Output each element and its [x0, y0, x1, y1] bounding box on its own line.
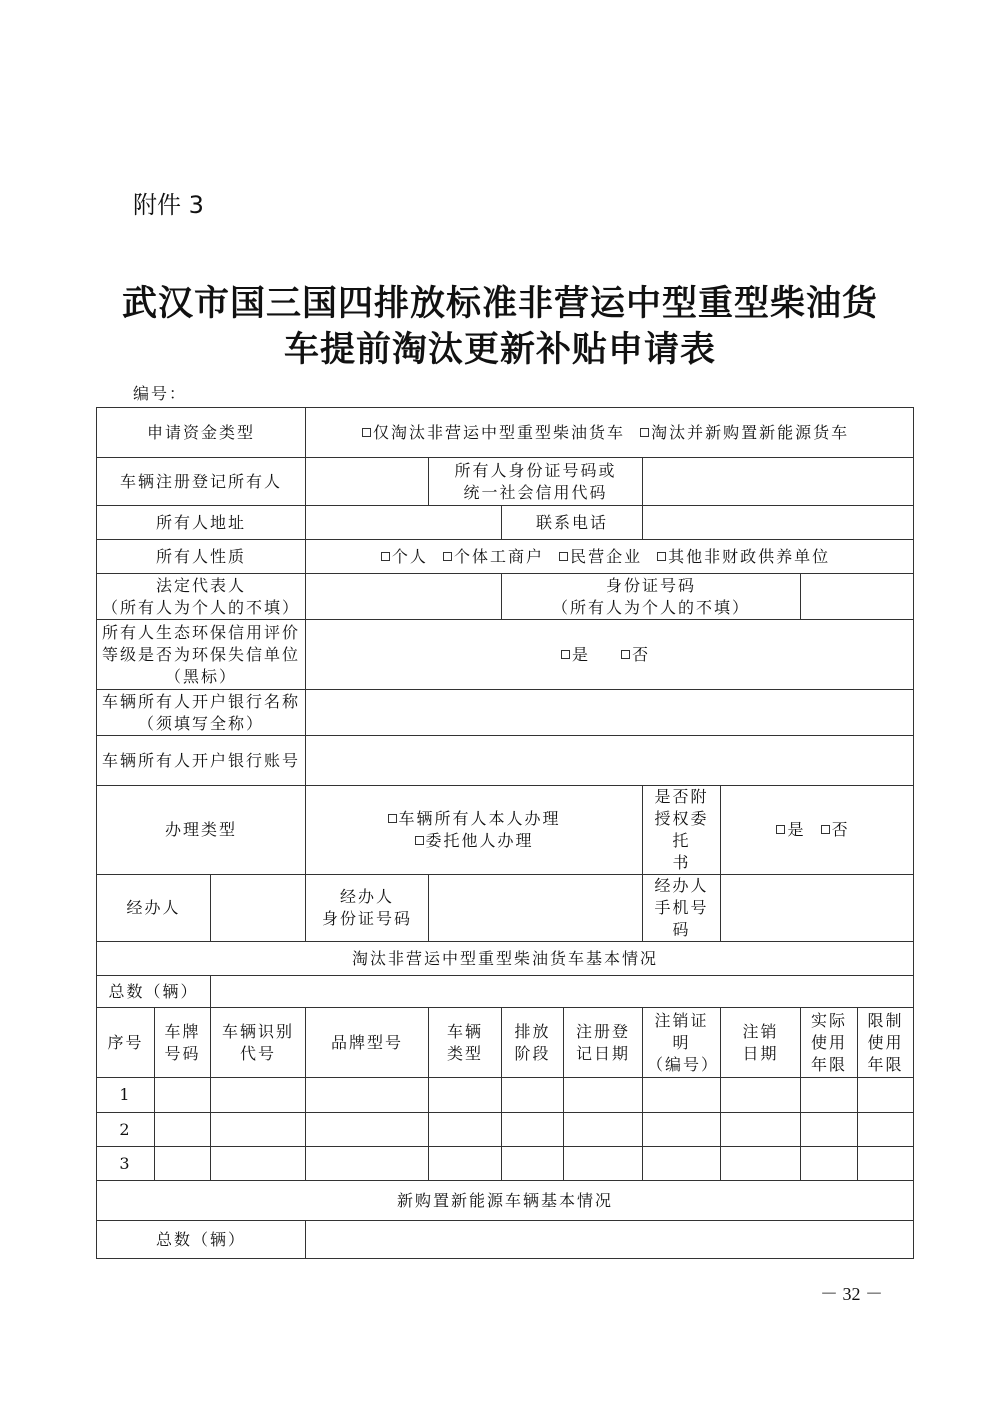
form-title-line-2: 车提前淘汰更新补贴申请表	[283, 329, 716, 370]
owner-label: 车辆注册登记所有人	[97, 458, 306, 506]
authorization-no-option[interactable]: 否	[821, 819, 850, 841]
table-cell[interactable]	[306, 1147, 429, 1181]
bank-account-value[interactable]	[306, 736, 914, 786]
new-vehicle-section-row	[97, 1181, 914, 1221]
col-seq: 序号	[97, 1008, 155, 1078]
nature-option-other[interactable]: 其他非财政供养单位	[657, 546, 830, 568]
table-cell[interactable]	[643, 1078, 721, 1113]
table-cell[interactable]	[801, 1147, 858, 1181]
table-cell[interactable]	[643, 1147, 721, 1181]
table-cell[interactable]	[502, 1147, 564, 1181]
table-cell[interactable]	[643, 1113, 721, 1147]
vehicle-table-header	[97, 1008, 914, 1078]
col-emission-stage: 排放 阶段	[502, 1008, 564, 1078]
col-actual-years: 实际 使用 年限	[801, 1008, 858, 1078]
owner-nature-options	[306, 540, 914, 574]
table-cell[interactable]	[858, 1147, 914, 1181]
checkbox-icon	[443, 552, 452, 561]
nature-option-private[interactable]: 民营企业	[559, 546, 642, 568]
table-cell[interactable]	[721, 1113, 801, 1147]
col-vehicle-type: 车辆 类型	[429, 1008, 502, 1078]
authorization-label: 是否附 授权委托 书	[643, 786, 721, 875]
table-cell[interactable]	[429, 1078, 502, 1113]
table-cell[interactable]	[502, 1078, 564, 1113]
fund-type-option-2[interactable]: 淘汰并新购置新能源货车	[640, 422, 849, 444]
col-cancellation-cert: 注销证明 （编号）	[643, 1008, 721, 1078]
legal-rep-id-value[interactable]	[801, 574, 914, 620]
table-cell[interactable]	[155, 1113, 211, 1147]
new-vehicle-section-title: 新购置新能源车辆基本情况	[97, 1181, 914, 1221]
table-cell[interactable]	[564, 1078, 643, 1113]
agent-phone-value[interactable]	[721, 875, 914, 942]
table-cell[interactable]	[429, 1147, 502, 1181]
col-cancellation-date: 注销 日期	[721, 1008, 801, 1078]
table-cell[interactable]	[801, 1113, 858, 1147]
new-vehicle-total-value[interactable]	[306, 1221, 914, 1259]
credit-options	[306, 620, 914, 690]
checkbox-icon	[362, 428, 371, 437]
address-value[interactable]	[306, 506, 502, 540]
table-cell[interactable]	[721, 1078, 801, 1113]
table-cell[interactable]	[564, 1147, 643, 1181]
table-row	[97, 1147, 914, 1181]
authorization-yes-option[interactable]: 是	[776, 819, 805, 841]
legal-rep-id-label: 身份证号码 （所有人为个人的不填）	[502, 574, 801, 620]
bank-name-label: 车辆所有人开户银行名称 （须填写全称）	[97, 690, 306, 736]
page-number: － 32 －	[820, 1284, 883, 1304]
phone-value[interactable]	[643, 506, 914, 540]
fund-type-label: 申请资金类型	[97, 408, 306, 458]
legal-rep-row	[97, 574, 914, 620]
attachment-label: 附件 3	[133, 191, 204, 219]
serial-number-label: 编号：	[133, 384, 188, 403]
table-row	[97, 1113, 914, 1147]
table-cell[interactable]	[801, 1078, 858, 1113]
table-cell[interactable]	[211, 1078, 306, 1113]
old-vehicle-total-value[interactable]	[211, 976, 914, 1008]
credit-no-option[interactable]: 否	[621, 644, 650, 666]
phone-label: 联系电话	[502, 506, 643, 540]
handling-type-options	[306, 786, 643, 875]
nature-option-business[interactable]: 个体工商户	[443, 546, 544, 568]
owner-nature-label: 所有人性质	[97, 540, 306, 574]
handling-type-label: 办理类型	[97, 786, 306, 875]
form-title-line-1: 武汉市国三国四排放标准非营运中型重型柴油货	[121, 283, 878, 324]
fund-type-option-1[interactable]: 仅淘汰非营运中型重型柴油货车	[362, 422, 625, 444]
row-number: 1	[97, 1078, 155, 1113]
table-cell[interactable]	[564, 1113, 643, 1147]
legal-rep-label: 法定代表人 （所有人为个人的不填）	[97, 574, 306, 620]
agent-row	[97, 875, 914, 942]
owner-value[interactable]	[306, 458, 429, 506]
owner-row	[97, 458, 914, 506]
checkbox-icon	[821, 825, 830, 834]
nature-option-individual[interactable]: 个人	[381, 546, 428, 568]
agent-id-label: 经办人 身份证号码	[306, 875, 429, 942]
handling-agent-option[interactable]: 委托他人办理	[310, 830, 638, 852]
address-label: 所有人地址	[97, 506, 306, 540]
col-registration-date: 注册登 记日期	[564, 1008, 643, 1078]
agent-label: 经办人	[97, 875, 211, 942]
application-form-table	[96, 407, 914, 1259]
checkbox-icon	[621, 650, 630, 659]
checkbox-icon	[415, 836, 424, 845]
checkbox-icon	[388, 814, 397, 823]
owner-id-value[interactable]	[643, 458, 914, 506]
checkbox-icon	[381, 552, 390, 561]
fund-type-row	[97, 408, 914, 458]
credit-label: 所有人生态环保信用评价 等级是否为环保失信单位 （黑标）	[97, 620, 306, 690]
fund-type-options	[306, 408, 914, 458]
agent-id-value[interactable]	[429, 875, 643, 942]
authorization-options	[721, 786, 914, 875]
bank-name-value[interactable]	[306, 690, 914, 736]
bank-account-row	[97, 736, 914, 786]
new-vehicle-total-row	[97, 1221, 914, 1259]
table-cell[interactable]	[211, 1113, 306, 1147]
checkbox-icon	[776, 825, 785, 834]
checkbox-icon	[561, 650, 570, 659]
col-plate: 车牌 号码	[155, 1008, 211, 1078]
bank-name-row	[97, 690, 914, 736]
table-cell[interactable]	[211, 1147, 306, 1181]
credit-row	[97, 620, 914, 690]
table-row	[97, 1078, 914, 1113]
col-vin: 车辆识别 代号	[211, 1008, 306, 1078]
credit-yes-option[interactable]: 是	[561, 644, 590, 666]
table-cell[interactable]	[858, 1078, 914, 1113]
old-vehicle-total-row	[97, 976, 914, 1008]
old-vehicle-section-row	[97, 942, 914, 976]
table-cell[interactable]	[306, 1113, 429, 1147]
table-cell[interactable]	[502, 1113, 564, 1147]
table-cell[interactable]	[155, 1078, 211, 1113]
table-cell[interactable]	[155, 1147, 211, 1181]
row-number: 2	[97, 1113, 155, 1147]
old-vehicle-section-title: 淘汰非营运中型重型柴油货车基本情况	[97, 942, 914, 976]
handling-self-option[interactable]: 车辆所有人本人办理	[310, 808, 638, 830]
owner-id-label: 所有人身份证号码或 统一社会信用代码	[429, 458, 643, 506]
handling-type-row	[97, 786, 914, 875]
new-vehicle-total-label: 总数（辆）	[97, 1221, 306, 1259]
agent-value[interactable]	[211, 875, 306, 942]
legal-rep-value[interactable]	[306, 574, 502, 620]
col-limit-years: 限制 使用 年限	[858, 1008, 914, 1078]
old-vehicle-total-label: 总数（辆）	[97, 976, 211, 1008]
table-cell[interactable]	[306, 1078, 429, 1113]
table-cell[interactable]	[858, 1113, 914, 1147]
agent-phone-label: 经办人 手机号码	[643, 875, 721, 942]
address-row	[97, 506, 914, 540]
checkbox-icon	[657, 552, 666, 561]
table-cell[interactable]	[429, 1113, 502, 1147]
row-number: 3	[97, 1147, 155, 1181]
table-cell[interactable]	[721, 1147, 801, 1181]
checkbox-icon	[559, 552, 568, 561]
checkbox-icon	[640, 428, 649, 437]
owner-nature-row	[97, 540, 914, 574]
bank-account-label: 车辆所有人开户银行账号	[97, 736, 306, 786]
col-brand-model: 品牌型号	[306, 1008, 429, 1078]
